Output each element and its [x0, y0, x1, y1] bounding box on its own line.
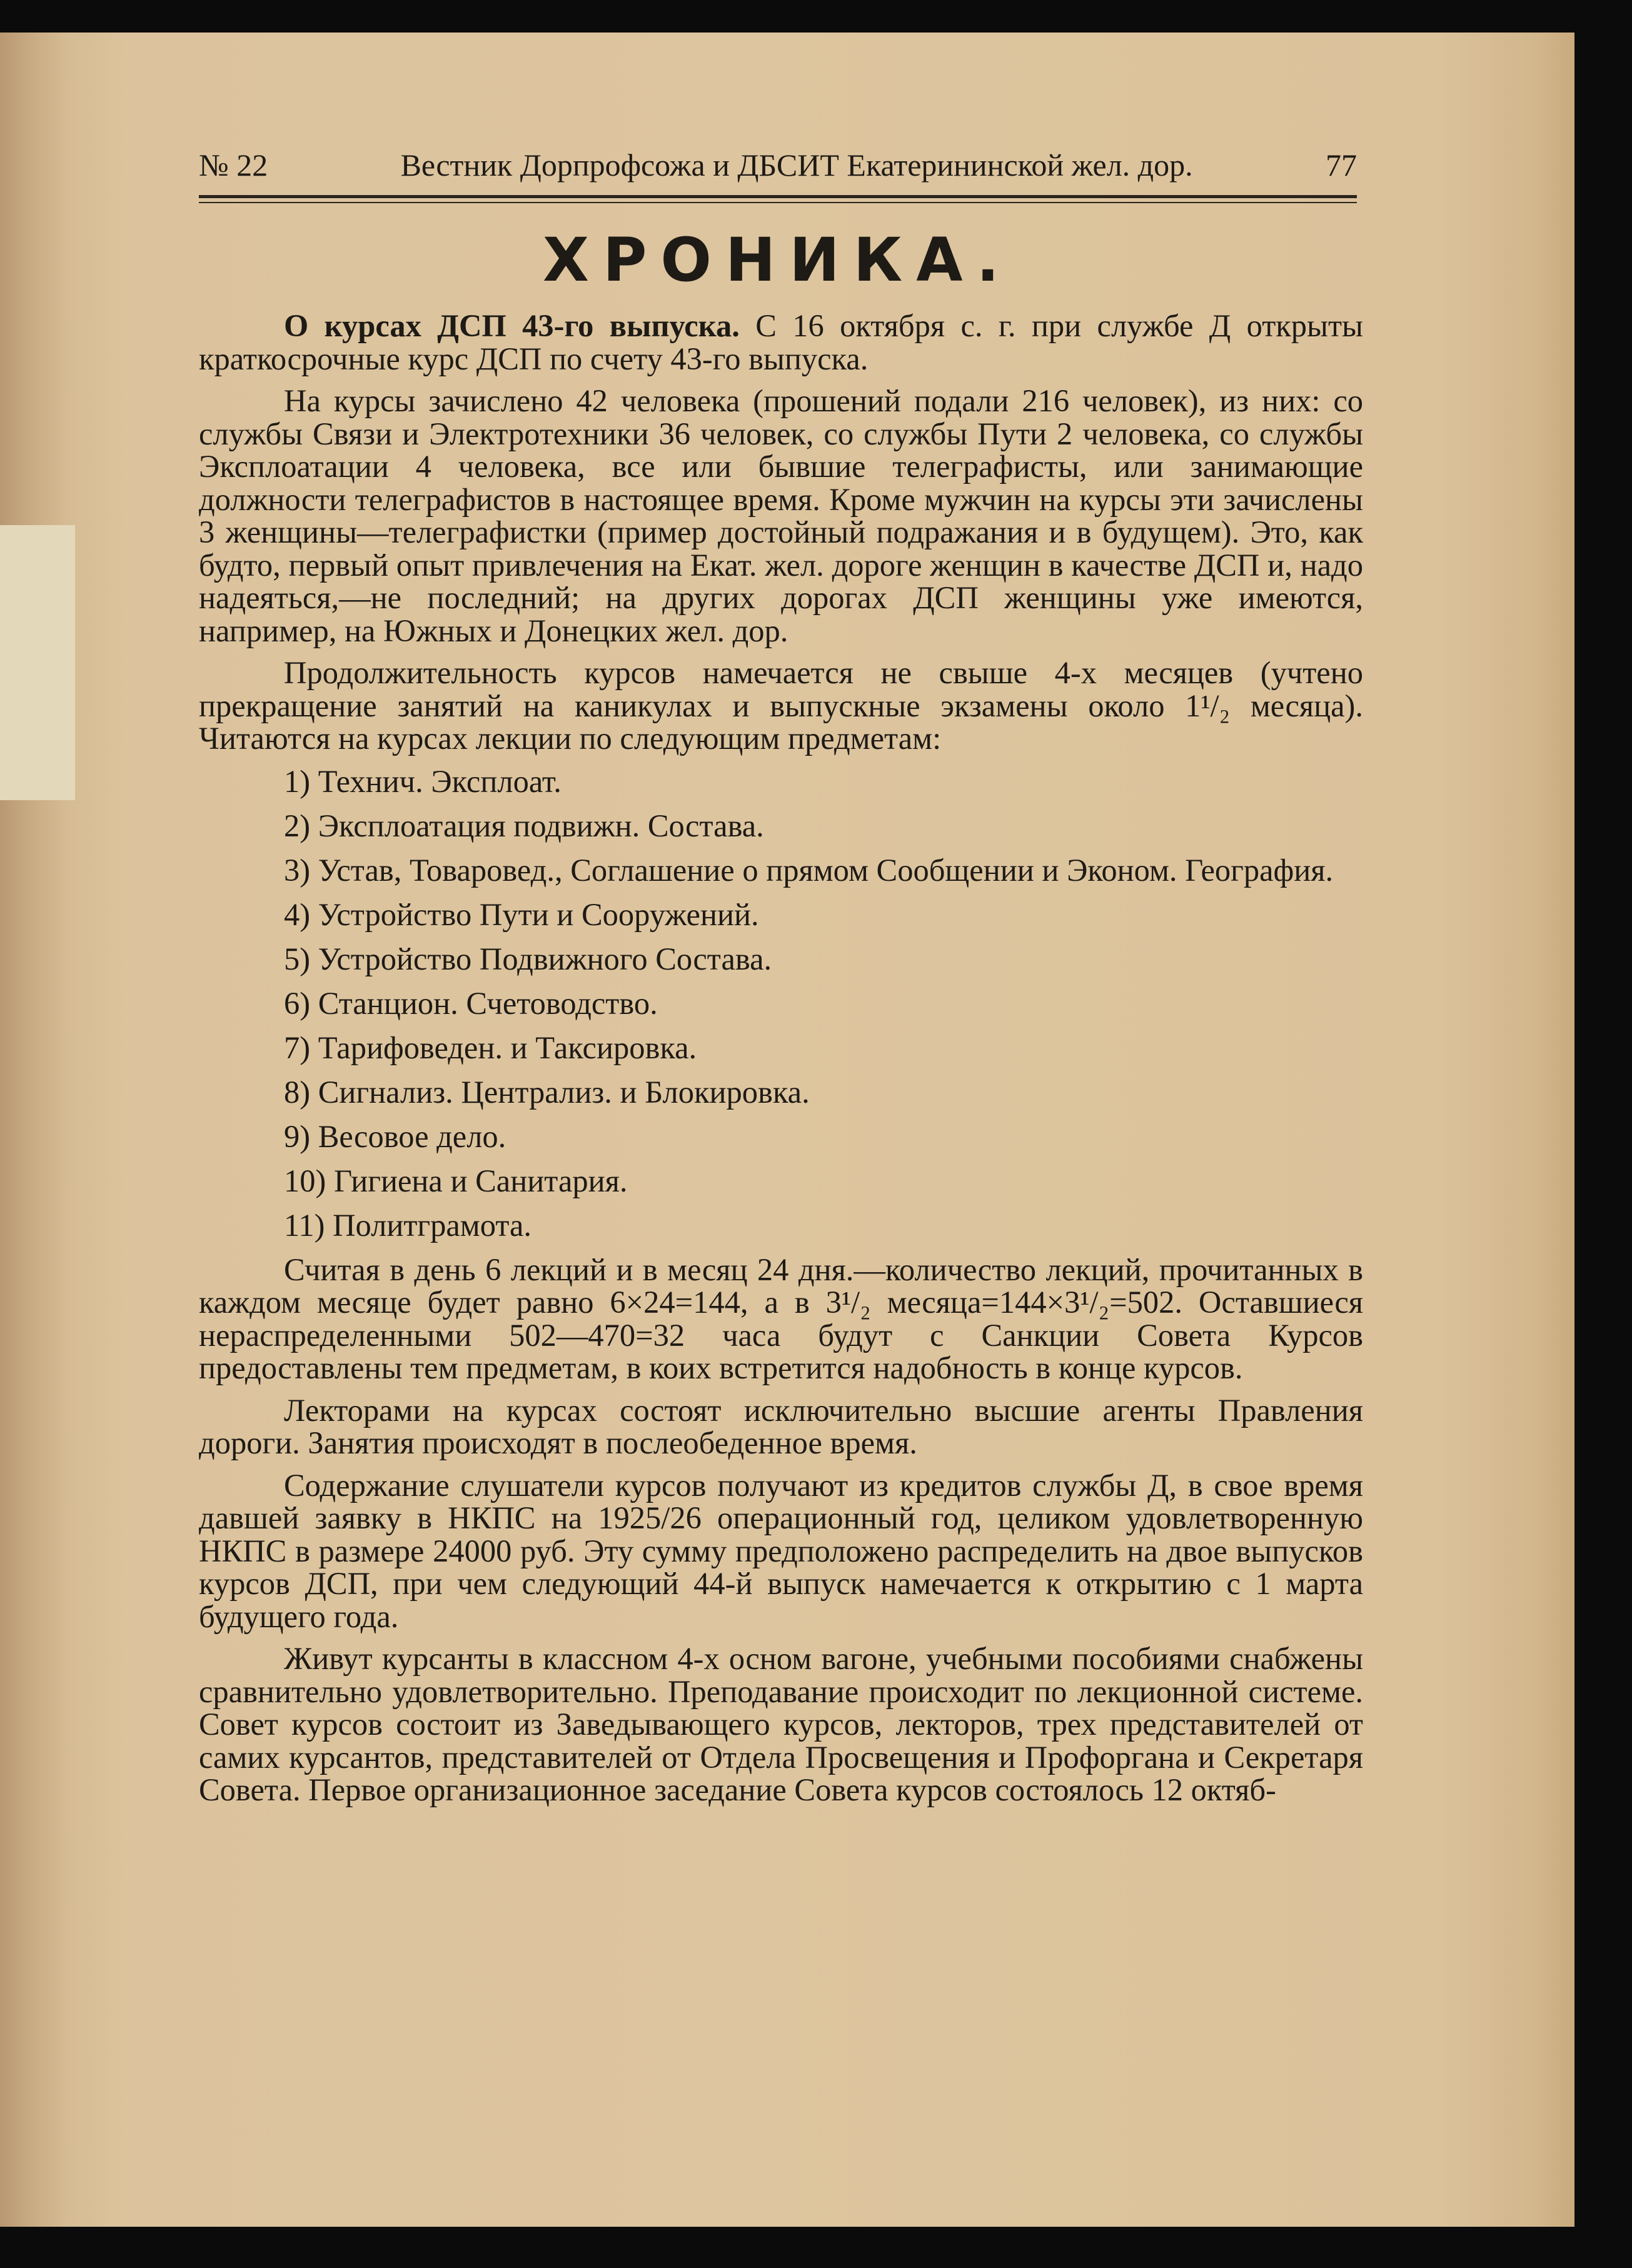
paragraph-1 — [199, 309, 1363, 375]
header-rule-thick — [199, 195, 1357, 198]
subject-item: 1) Технич. Эксплоат. — [284, 763, 562, 799]
subject-item: 10) Гигиена и Санитария. — [284, 1163, 628, 1198]
paragraph-3: Продолжительность курсов намечается не свыше 4-х месяцев (учтено прекращение занятий на каникулах и выпускные экзамены около 1¹/₂ месяца). Читаются на курсах лекции по следующим предметам: — [199, 655, 1363, 756]
subject-item: 6) Станцион. Счетоводство. — [284, 985, 658, 1021]
subject-item: 11) Политграмота. — [284, 1207, 532, 1243]
header-rule-thin — [199, 202, 1357, 203]
subject-item: 8) Сигнализ. Централиз. и Блокировка. — [284, 1074, 810, 1110]
subject-item: 9) Весовое дело. — [284, 1118, 506, 1154]
running-header — [199, 147, 1357, 184]
article-lead: О курсах ДСП 43-го выпуска. — [284, 308, 740, 343]
section-title: ХРОНИКА. — [543, 225, 1013, 295]
paragraph-2: На курсы зачислено 42 человека (прошений подали 216 человек), из них: со службы Связи и Электротехники 36 человек, со службы Пути 2 человека, со службы Эксплоатации 4 человека, все или бывшие телеграфисты, или занимающие должности телеграфистов в настоящее время. Кроме мужчин на курсы эти зачислены 3 женщины—телеграфистки (пример достойный подражания и в будущем). Это, как будто, первый опыт привлечения на Екат. жел. дороге женщин в качестве ДСП и, надо надеяться,—не последний; на других дорогах ДСП женщины уже имеются, например, на Южных и Донецких жел. дор. — [199, 383, 1363, 648]
subject-item: 3) Устав, Товаровед., Соглашение о прямом Сообщении и Эконом. География. — [284, 852, 1334, 888]
journal-title: Вестник Дорпрофсожа и ДБСИТ Екатерининской жел. дор. — [400, 148, 1193, 183]
subjects-list — [199, 765, 1363, 1242]
page-number: 77 — [1325, 148, 1357, 183]
paragraph-5: Лекторами на курсах состоят исключительно высшие агенты Правления дороги. Занятия происходят в послеобеденное время. — [199, 1392, 1363, 1460]
paragraph-1-text: С 16 октября с. г. при службе Д открыты краткосрочные курс ДСП по счету 43-го выпуска. — [199, 308, 1363, 376]
issue-number: № 22 — [199, 148, 268, 183]
article-body — [199, 309, 1363, 1816]
paragraph-6: Содержание слушатели курсов получают из кредитов службы Д, в свое время давшей заявку в НКПС на 1925/26 операционный год, целиком удовлетворенную НКПС в размере 24000 руб. Эту сумму предположено распределить на двое выпусков курсов ДСП, при чем следующий 44-й выпуск намечается к открытию с 1 марта будущего года. — [199, 1467, 1363, 1634]
subject-item: 5) Устройство Подвижного Состава. — [284, 941, 772, 976]
subject-item: 2) Эксплоатация подвижн. Состава. — [284, 808, 764, 843]
paper-tab-strip — [0, 525, 75, 800]
paragraph-7: Живут курсанты в классном 4-х осном вагоне, учебными пособиями снабжены сравнительно удовлетворительно. Преподавание происходит по лекционной системе. Совет курсов состоит из Заведывающего курсов, лекторов, трех представителей от самих курсантов, представителей от Отдела Просвещения и Профоргана и Секретаря Совета. Первое организационное заседание Совета курсов состоялось 12 октяб- — [199, 1641, 1363, 1807]
subject-item: 7) Тарифоведен. и Таксировка. — [284, 1030, 697, 1065]
paragraph-4: Считая в день 6 лекций и в месяц 24 дня.—количество лекций, прочитанных в каждом месяце будет равно 6×24=144, а в 3¹/₂ месяца=144×3¹/₂=502. Оставшиеся нераспределенными 502—470=32 часа будут с Санкции Совета Курсов предоставлены тем предметам, в коих встретится надобность в конце курсов. — [199, 1252, 1363, 1385]
subject-item: 4) Устройство Пути и Сооружений. — [284, 896, 759, 932]
